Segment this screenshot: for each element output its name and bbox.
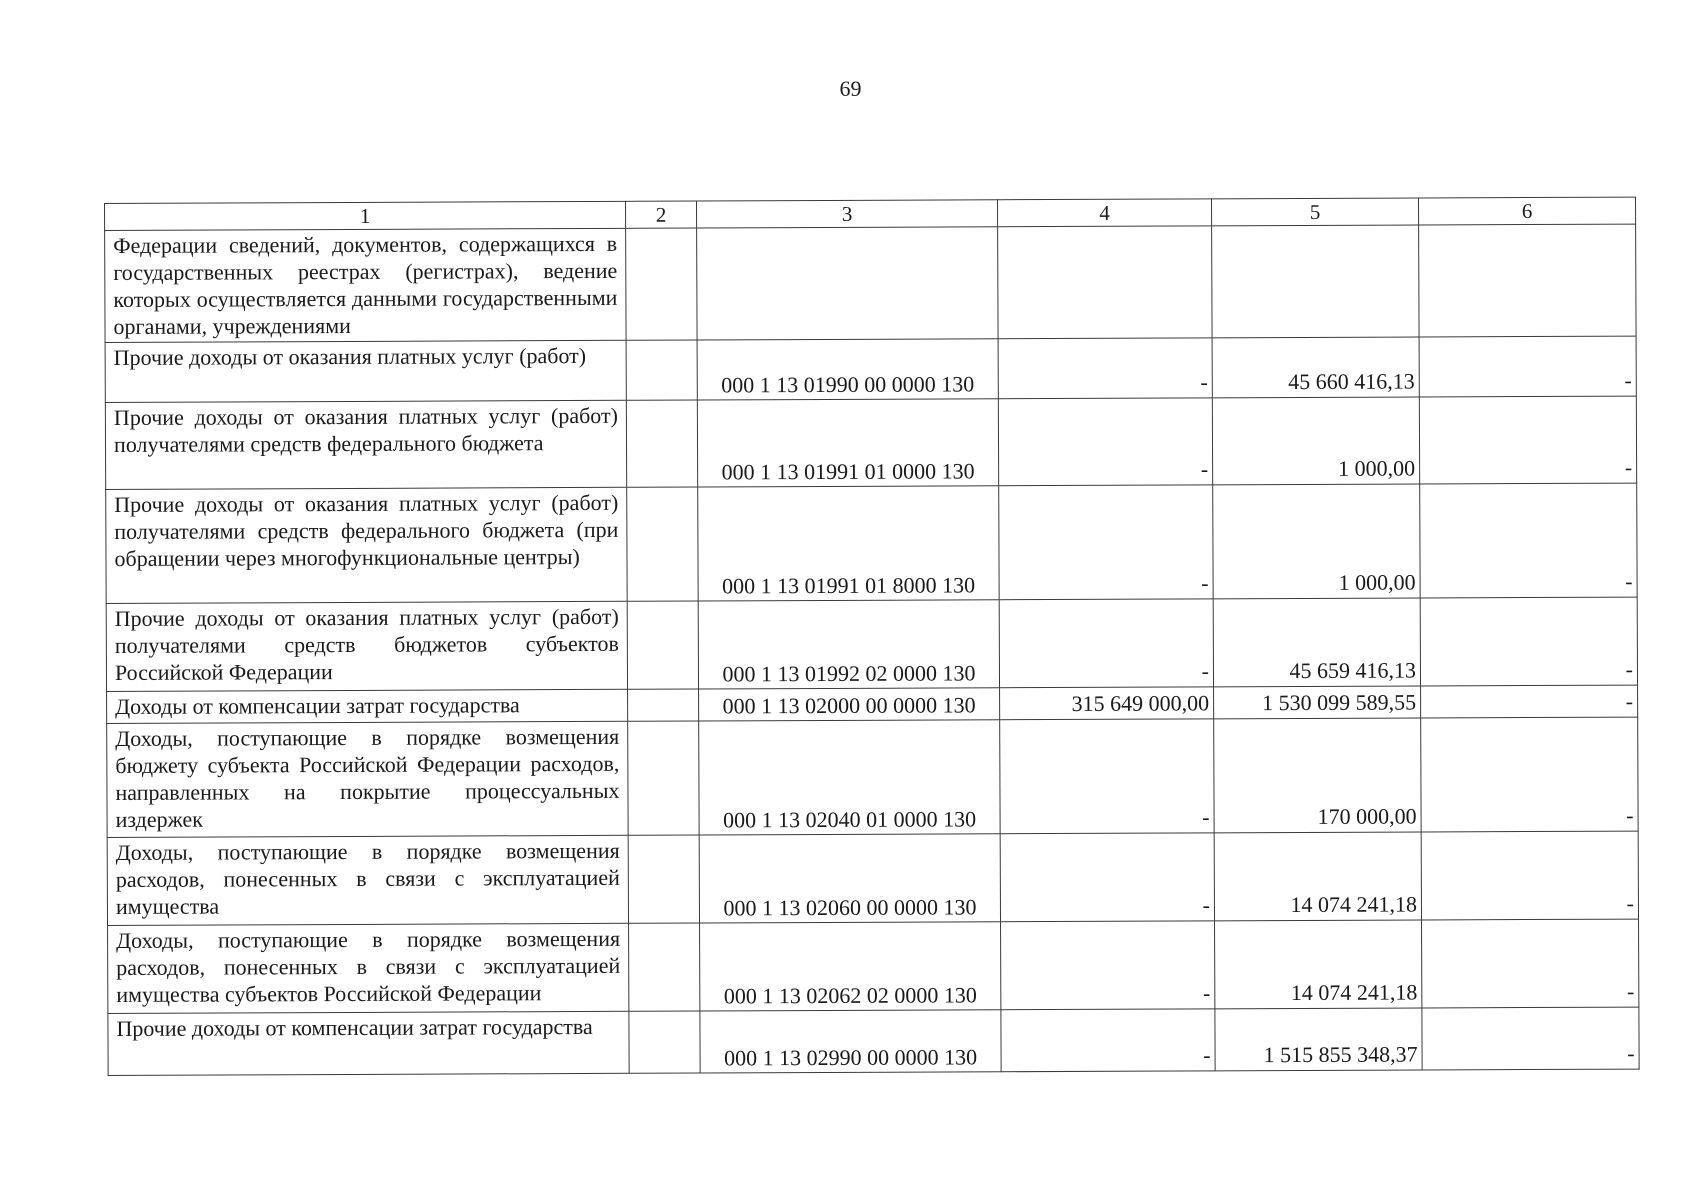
row-col6-cell: - <box>1422 919 1639 1008</box>
row-col4-cell <box>998 226 1212 339</box>
row-name-cell: Федерации сведений, документов, содержащихся в государственных реестрах (регистрах), ведение которых осуществляется данными государственными органами, учреждениями <box>105 228 626 342</box>
row-col6-cell <box>1419 224 1636 337</box>
column-header-2: 2 <box>625 201 696 228</box>
page-number: 69 <box>839 76 862 101</box>
row-col5-cell: 45 659 416,13 <box>1213 598 1420 687</box>
row-code-cell: 000 1 13 01991 01 0000 130 <box>697 399 998 487</box>
row-col2-cell <box>626 340 697 400</box>
column-header-5: 5 <box>1211 198 1418 226</box>
revenue-table <box>104 197 1640 1076</box>
row-name-cell: Прочие доходы от оказания платных услуг (работ) <box>105 340 626 402</box>
row-code-cell: 000 1 13 01991 01 8000 130 <box>698 486 999 601</box>
row-col2-cell <box>628 835 699 923</box>
table-row <box>107 717 1638 837</box>
row-col5-cell: 45 660 416,13 <box>1212 337 1419 398</box>
row-col6-cell: - <box>1421 831 1638 920</box>
table-row <box>106 597 1637 691</box>
row-col2-cell <box>627 487 698 601</box>
row-col4-cell: - <box>999 485 1213 600</box>
row-code-cell: 000 1 13 02990 00 0000 130 <box>700 1010 1001 1073</box>
row-col4-cell: - <box>998 398 1212 486</box>
row-col5-cell: 14 074 241,18 <box>1214 832 1421 921</box>
row-col4-cell: - <box>999 599 1213 688</box>
row-col5-cell: 1 530 099 589,55 <box>1214 686 1421 719</box>
row-code-cell: 000 1 13 01992 02 0000 130 <box>698 600 999 689</box>
table-row <box>107 831 1638 925</box>
row-name-cell: Доходы, поступающие в порядке возмещения расходов, понесенных в связи с эксплуатацией имущества субъектов Российской Федерации <box>108 923 629 1013</box>
row-code-cell: 000 1 13 01990 00 0000 130 <box>697 339 998 400</box>
row-col5-cell: 1 515 855 348,37 <box>1215 1008 1422 1071</box>
table-row <box>105 396 1636 489</box>
row-col4-cell: 315 649 000,00 <box>1000 687 1214 720</box>
row-col6-cell: - <box>1422 1007 1639 1070</box>
row-name-cell: Прочие доходы от оказания платных услуг (работ) получателями средств бюджетов субъектов Российской Федерации <box>106 601 627 691</box>
row-name-cell: Доходы от компенсации затрат государства <box>107 689 628 723</box>
row-col2-cell <box>626 400 697 487</box>
row-col5-cell: 14 074 241,18 <box>1215 920 1422 1009</box>
row-col6-cell: - <box>1421 717 1638 832</box>
row-col2-cell <box>629 1011 700 1073</box>
column-header-1: 1 <box>105 201 626 230</box>
row-col2-cell <box>629 923 700 1011</box>
row-code-cell: 000 1 13 02060 00 0000 130 <box>699 834 1000 923</box>
row-col5-cell: 170 000,00 <box>1214 718 1421 833</box>
row-name-cell: Доходы, поступающие в порядке возмещения расходов, понесенных в связи с эксплуатацией имущества <box>107 835 628 925</box>
row-code-cell <box>697 227 998 340</box>
column-header-4: 4 <box>997 199 1211 227</box>
row-col4-cell: - <box>1000 719 1214 834</box>
row-col4-cell: - <box>998 338 1212 399</box>
column-header-3: 3 <box>696 200 997 228</box>
row-col4-cell: - <box>1001 1009 1215 1072</box>
row-col2-cell <box>627 601 698 689</box>
row-col5-cell: 1 000,00 <box>1212 397 1419 485</box>
row-col6-cell: - <box>1419 336 1636 397</box>
table-row <box>105 336 1636 402</box>
row-code-cell: 000 1 13 02000 00 0000 130 <box>699 688 1000 721</box>
row-name-cell: Прочие доходы от оказания платных услуг (работ) получателями средств федерального бюджета <box>105 400 626 489</box>
table-row <box>108 1007 1639 1075</box>
row-col4-cell: - <box>1000 833 1214 922</box>
row-col2-cell <box>628 721 699 835</box>
table-row <box>105 224 1636 342</box>
table-row <box>108 919 1639 1013</box>
row-name-cell: Прочие доходы от компенсации затрат государства <box>108 1011 629 1075</box>
row-code-cell: 000 1 13 02040 01 0000 130 <box>699 720 1000 835</box>
row-col4-cell: - <box>1001 921 1215 1010</box>
row-col5-cell: 1 000,00 <box>1213 484 1420 599</box>
table-row <box>106 483 1637 603</box>
row-col5-cell <box>1212 225 1419 338</box>
row-col6-cell: - <box>1420 597 1637 686</box>
row-code-cell: 000 1 13 02062 02 0000 130 <box>700 922 1001 1011</box>
column-header-6: 6 <box>1418 197 1635 225</box>
row-col6-cell: - <box>1420 483 1637 598</box>
row-name-cell: Прочие доходы от оказания платных услуг (работ) получателями средств федерального бюджета (при обращении через многофункциональные центры) <box>106 487 627 603</box>
row-col6-cell: - <box>1419 396 1636 484</box>
row-col2-cell <box>626 228 697 340</box>
row-name-cell: Доходы, поступающие в порядке возмещения бюджету субъекта Российской Федерации расходов, направленных на покрытие процессуальных издержек <box>107 721 628 837</box>
row-col2-cell <box>628 689 699 721</box>
row-col6-cell: - <box>1421 685 1638 718</box>
